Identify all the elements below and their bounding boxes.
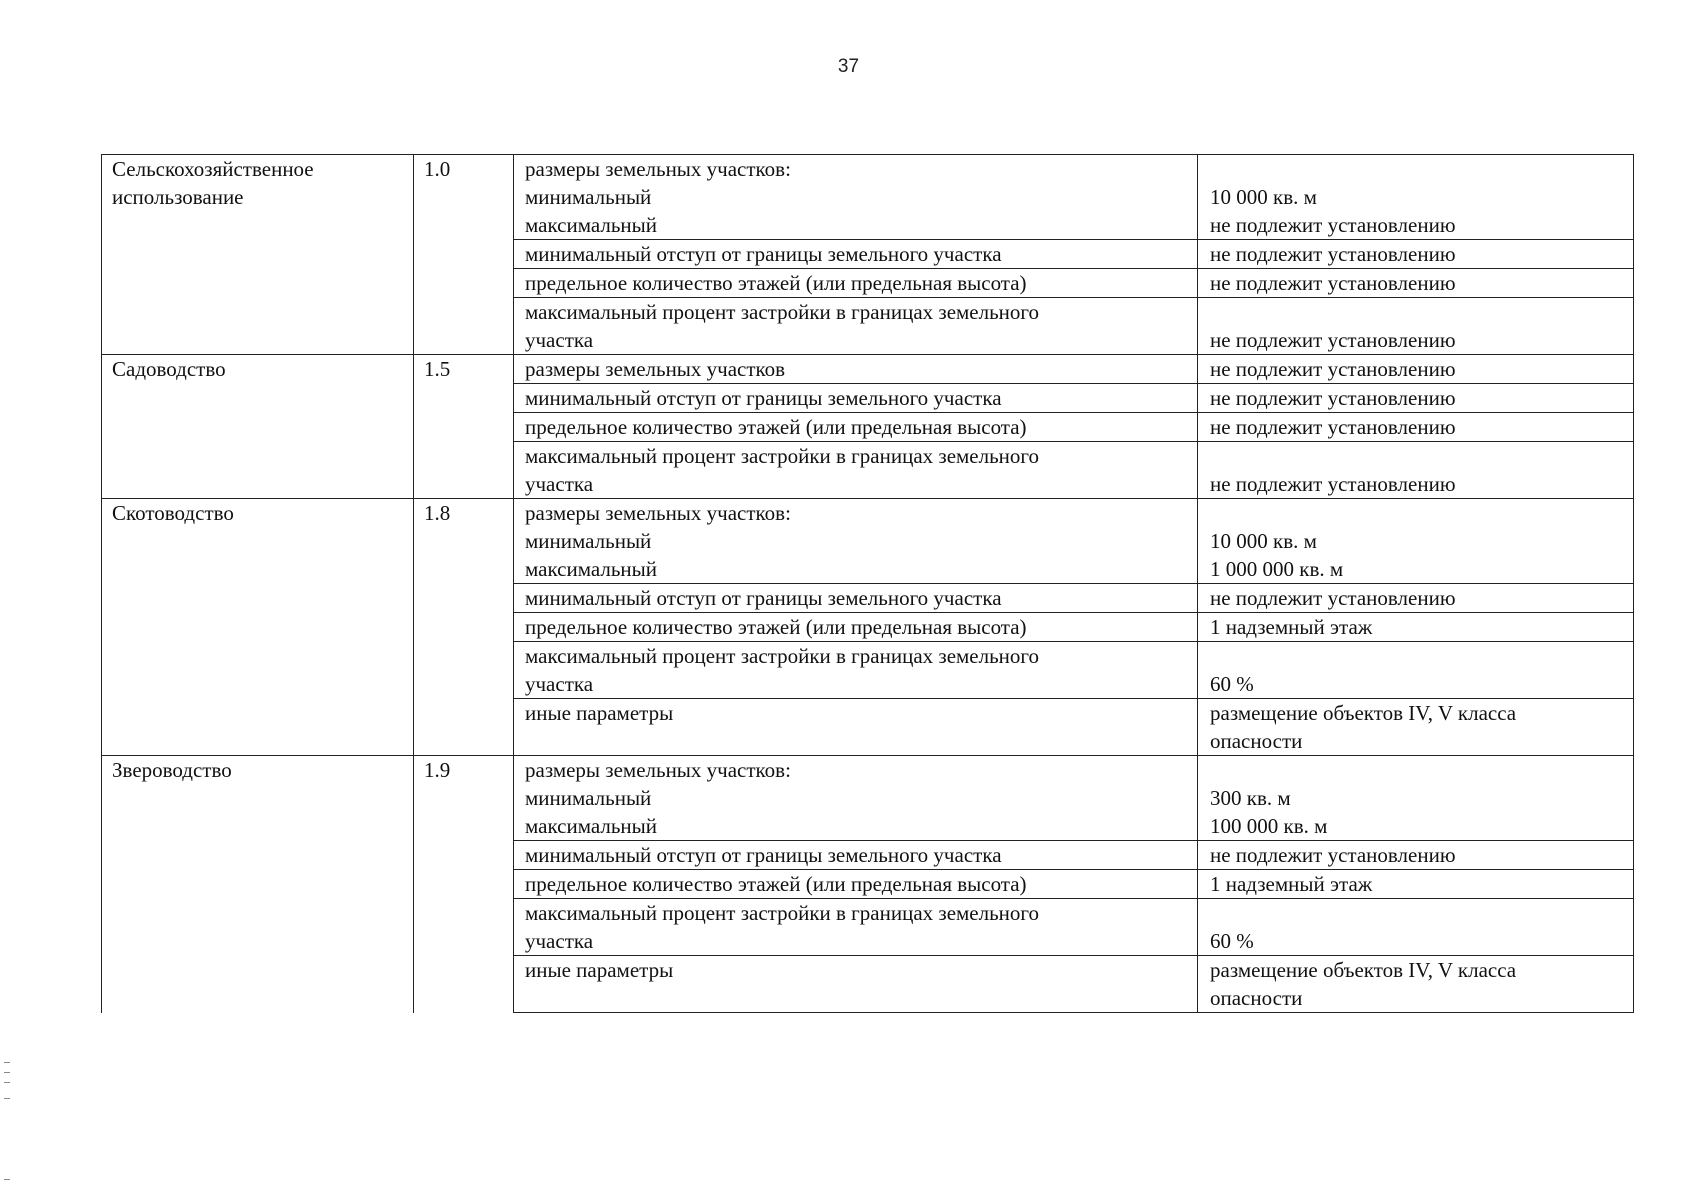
cell-line: не подлежит установлению [1210, 386, 1456, 410]
parameter-cell [514, 899, 1198, 956]
cell-line: максимальный процент застройки в границах земельного [525, 901, 1040, 925]
cell-line: предельное количество этажей (или предельная высота) [525, 615, 1027, 639]
parameter-cell [514, 699, 1198, 756]
parameter-cell [514, 499, 1198, 584]
cell-line: предельное количество этажей (или предельная высота) [525, 872, 1027, 896]
cell-line: размещение объектов IV, V класса [1210, 701, 1517, 725]
value-cell [1198, 442, 1634, 499]
cell-line: размеры земельных участков [525, 357, 786, 381]
page-number: 37 [837, 56, 860, 77]
cell-line: не подлежит установлению [1210, 213, 1456, 237]
value-cell [1198, 699, 1634, 756]
cell-line: минимальный [525, 786, 652, 810]
cell-line: не подлежит установлению [1210, 472, 1456, 496]
cell-line: опасности [1210, 729, 1303, 753]
cell-line: минимальный [525, 185, 652, 209]
cell-line: максимальный процент застройки в границах земельного [525, 644, 1040, 668]
parameter-cell [514, 155, 1198, 240]
table-row [102, 155, 1634, 240]
cell-line: размеры земельных участков: [525, 157, 791, 181]
parameter-cell [514, 956, 1198, 1013]
value-cell [1198, 384, 1634, 413]
cell-line: 1 000 000 кв. м [1210, 557, 1344, 581]
cell-line: участка [525, 472, 594, 496]
cell-line: минимальный отступ от границы земельного участка [525, 843, 1002, 867]
land-use-code-cell [414, 155, 514, 355]
cell-line: не подлежит установлению [1210, 271, 1456, 295]
value-cell [1198, 899, 1634, 956]
cell-line: размещение объектов IV, V класса [1210, 958, 1517, 982]
land-use-code: 1.0 [424, 157, 451, 181]
scan-mark [4, 1098, 10, 1099]
cell-line: минимальный отступ от границы земельного участка [525, 586, 1002, 610]
cell-line: максимальный [525, 814, 657, 838]
scan-mark [4, 1082, 10, 1083]
parameter-cell [514, 269, 1198, 298]
cell-line: размеры земельных участков: [525, 758, 791, 782]
cell-line: не подлежит установлению [1210, 328, 1456, 352]
value-cell [1198, 613, 1634, 642]
cell-line: 60 % [1210, 929, 1254, 953]
cell-line: участка [525, 328, 594, 352]
land-use-name-cell [102, 355, 414, 499]
parameter-cell [514, 584, 1198, 613]
cell-line: участка [525, 672, 594, 696]
cell-line: иные параметры [525, 958, 674, 982]
value-cell [1198, 642, 1634, 699]
land-use-name-cell [102, 499, 414, 756]
land-use-name-cell [102, 756, 414, 1013]
cell-line: 300 кв. м [1210, 786, 1291, 810]
cell-line: не подлежит установлению [1210, 415, 1456, 439]
cell-line: не подлежит установлению [1210, 242, 1456, 266]
land-use-name: Сельскохозяйственное использование [112, 157, 314, 209]
cell-line: 1 надземный этаж [1210, 615, 1373, 639]
value-cell [1198, 269, 1634, 298]
land-use-parameters-table [101, 154, 1634, 1013]
value-cell [1198, 841, 1634, 870]
cell-line: предельное количество этажей (или предельная высота) [525, 271, 1027, 295]
value-cell [1198, 584, 1634, 613]
land-use-code-cell [414, 499, 514, 756]
value-cell [1198, 155, 1634, 240]
cell-line: минимальный отступ от границы земельного участка [525, 386, 1002, 410]
value-cell [1198, 756, 1634, 841]
table-row [102, 355, 1634, 384]
parameter-cell [514, 613, 1198, 642]
cell-line: минимальный [525, 529, 652, 553]
land-use-code-cell [414, 355, 514, 499]
cell-line: не подлежит установлению [1210, 586, 1456, 610]
cell-line: опасности [1210, 986, 1303, 1010]
cell-line: участка [525, 929, 594, 953]
cell-line: 60 % [1210, 672, 1254, 696]
land-use-code: 1.5 [424, 357, 451, 381]
scan-mark [4, 1179, 10, 1180]
cell-line: максимальный [525, 213, 657, 237]
value-cell [1198, 499, 1634, 584]
parameter-cell [514, 442, 1198, 499]
cell-line: 1 надземный этаж [1210, 872, 1373, 896]
cell-line: максимальный [525, 557, 657, 581]
land-use-code: 1.9 [424, 758, 451, 782]
parameter-cell [514, 413, 1198, 442]
land-use-name: Звероводство [112, 758, 232, 782]
value-cell [1198, 298, 1634, 355]
scan-mark [4, 1072, 10, 1073]
cell-line: не подлежит установлению [1210, 357, 1456, 381]
land-use-code: 1.8 [424, 501, 451, 525]
table-body [102, 155, 1634, 1013]
value-cell [1198, 413, 1634, 442]
table-row [102, 756, 1634, 841]
value-cell [1198, 355, 1634, 384]
land-use-code-cell [414, 756, 514, 1013]
cell-line: размеры земельных участков: [525, 501, 791, 525]
parameter-cell [514, 642, 1198, 699]
value-cell [1198, 870, 1634, 899]
cell-line: 10 000 кв. м [1210, 529, 1317, 553]
parameter-cell [514, 756, 1198, 841]
parameter-cell [514, 384, 1198, 413]
cell-line: минимальный отступ от границы земельного участка [525, 242, 1002, 266]
parameter-cell [514, 841, 1198, 870]
scan-mark [4, 1062, 10, 1063]
cell-line: не подлежит установлению [1210, 843, 1456, 867]
cell-line: максимальный процент застройки в границах земельного [525, 444, 1040, 468]
land-use-name: Скотоводство [112, 501, 234, 525]
table-row [102, 499, 1634, 584]
parameter-cell [514, 870, 1198, 899]
cell-line: максимальный процент застройки в границах земельного [525, 300, 1040, 324]
parameter-cell [514, 240, 1198, 269]
land-use-name-cell [102, 155, 414, 355]
value-cell [1198, 956, 1634, 1013]
cell-line: иные параметры [525, 701, 674, 725]
cell-line: 100 000 кв. м [1210, 814, 1328, 838]
land-use-name: Садоводство [112, 357, 226, 381]
cell-line: 10 000 кв. м [1210, 185, 1317, 209]
value-cell [1198, 240, 1634, 269]
cell-line: предельное количество этажей (или предельная высота) [525, 415, 1027, 439]
parameter-cell [514, 298, 1198, 355]
parameter-cell [514, 355, 1198, 384]
